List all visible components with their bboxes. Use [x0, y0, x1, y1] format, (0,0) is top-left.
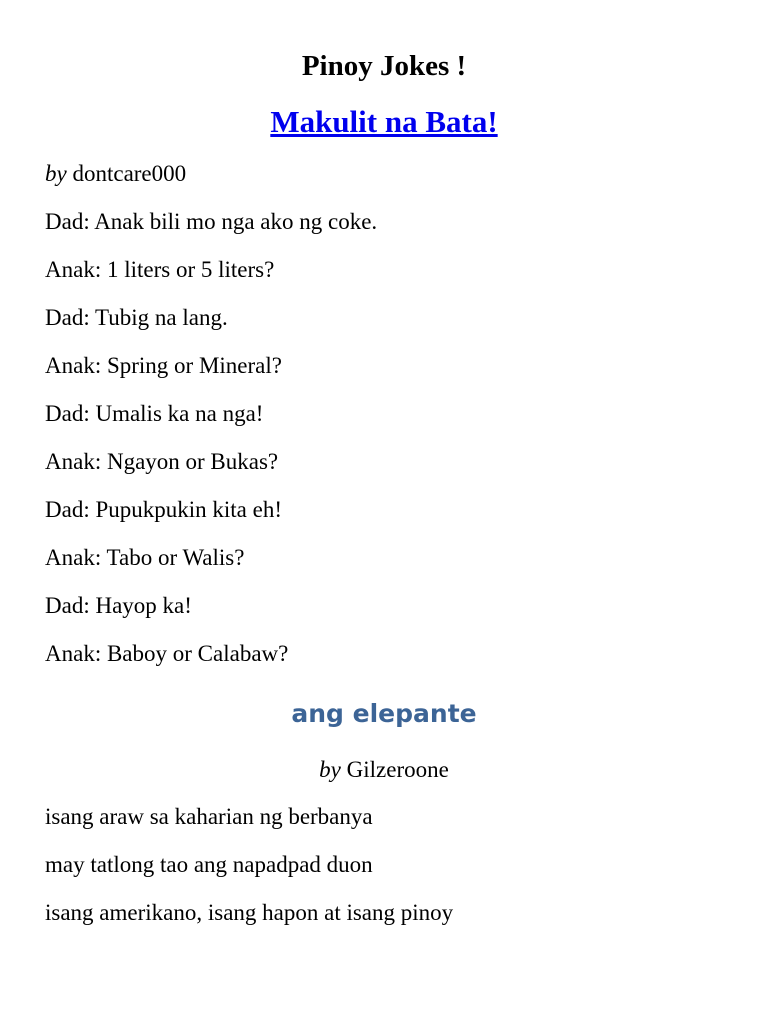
joke2-author: Gilzeroone — [346, 757, 449, 782]
joke1-line: Dad: Hayop ka! — [45, 593, 192, 618]
joke1-author: dontcare000 — [72, 161, 187, 186]
joke1-byline — [45, 159, 186, 189]
joke2-heading: ang elepante — [291, 699, 477, 728]
joke1-line: Anak: Ngayon or Bukas? — [45, 449, 279, 474]
joke1-line: Dad: Pupukpukin kita eh! — [45, 497, 282, 522]
joke1-line: Anak: 1 liters or 5 liters? — [45, 257, 275, 282]
joke2-line: isang amerikano, isang hapon at isang pinoy — [45, 900, 454, 925]
joke1-line: Anak: Baboy or Calabaw? — [45, 641, 289, 666]
joke1-heading — [0, 102, 768, 142]
joke1-line: Anak: Spring or Mineral? — [45, 353, 282, 378]
joke2-line: isang araw sa kaharian ng berbanya — [45, 804, 373, 829]
joke1-heading-link[interactable]: Makulit na Bata! — [270, 104, 498, 139]
document-title: Pinoy Jokes ! — [301, 50, 467, 82]
joke2-line: may tatlong tao ang napadpad duon — [45, 852, 373, 877]
joke1-line: Anak: Tabo or Walis? — [45, 545, 245, 570]
joke1-by-word: by — [45, 161, 67, 186]
joke1-line: Dad: Tubig na lang. — [45, 305, 228, 330]
joke2-by-word: by — [319, 757, 341, 782]
joke2-byline — [0, 755, 768, 785]
joke1-line: Dad: Umalis ka na nga! — [45, 401, 264, 426]
joke1-line: Dad: Anak bili mo nga ako ng coke. — [45, 209, 378, 234]
